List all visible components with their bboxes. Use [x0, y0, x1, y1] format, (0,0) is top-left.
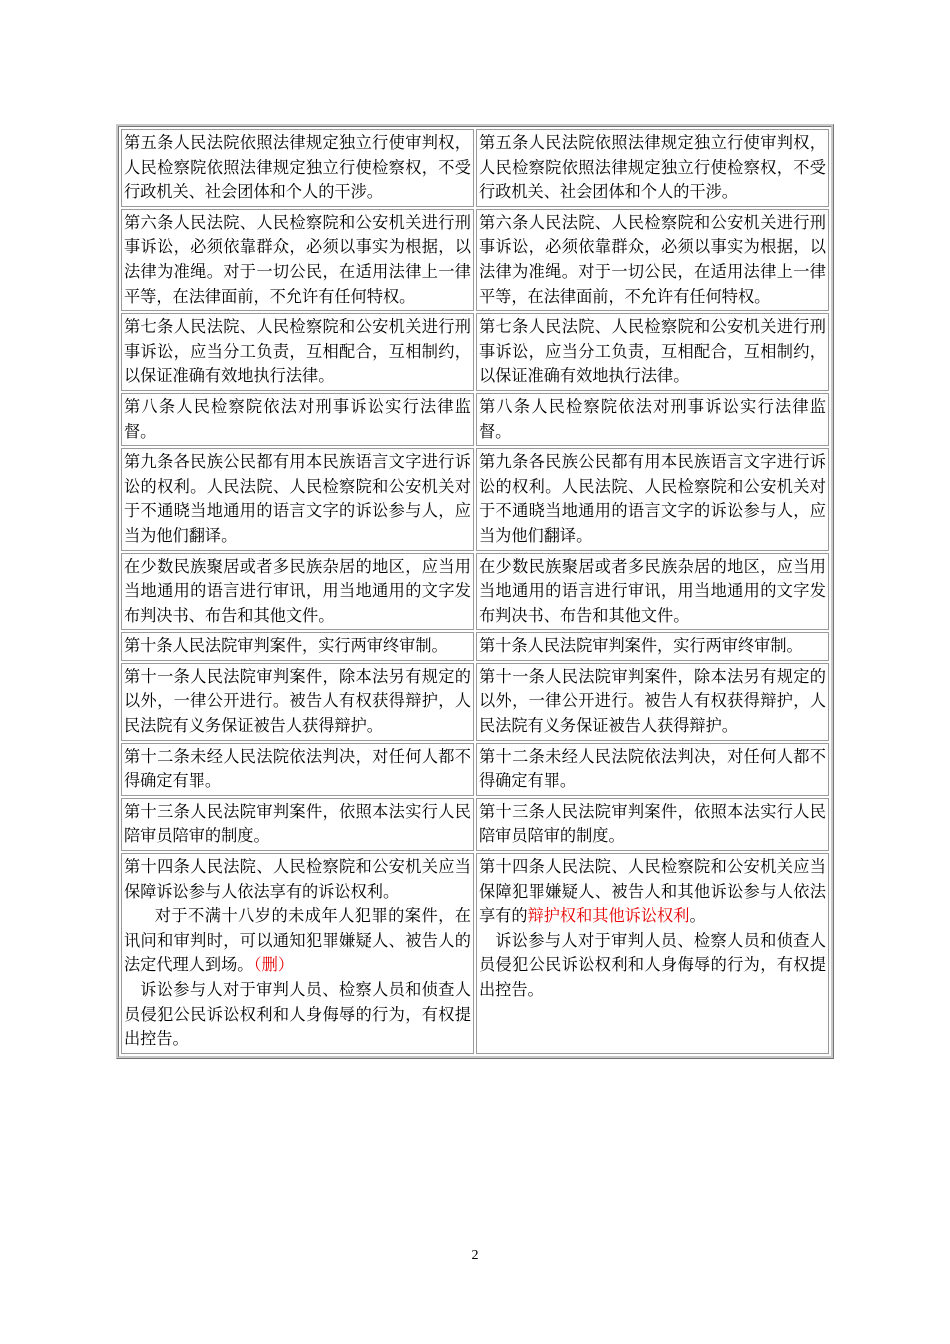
article-14-new-suffix: 。	[689, 906, 706, 926]
table-row	[121, 129, 829, 207]
old-text-cell: 第五条人民法院依照法律规定独立行使审判权，人民检察院依照法律规定独立行使检察权，不受行政机关、社会团体和个人的干涉。	[121, 129, 474, 207]
old-text-cell: 第九条各民族公民都有用本民族语言文字进行诉讼的权利。人民法院、人民检察院和公安机关对于不通晓当地通用的语言文字的诉讼参与人，应当为他们翻译。	[121, 448, 474, 550]
new-text-cell: 第六条人民法院、人民检察院和公安机关进行刑事诉讼，必须依靠群众，必须以事实为根据，以法律为准绳。对于一切公民，在适用法律上一律平等，在法律面前，不允许有任何特权。	[476, 209, 829, 311]
table-row	[121, 313, 829, 391]
table-row	[121, 853, 829, 1054]
table-row	[121, 209, 829, 311]
old-text-cell: 第八条人民检察院依法对刑事诉讼实行法律监督。	[121, 393, 474, 446]
table-row	[121, 663, 829, 741]
old-text-cell: 第十条人民法院审判案件，实行两审终审制。	[121, 632, 474, 661]
new-text-cell: 第十条人民法院审判案件，实行两审终审制。	[476, 632, 829, 661]
table-row	[121, 553, 829, 631]
old-text-cell: 第十二条未经人民法院依法判决，对任何人都不得确定有罪。	[121, 743, 474, 796]
deleted-mark: （删）	[253, 955, 294, 975]
page-number: 2	[471, 1248, 479, 1263]
added-text-highlight: 辩护权和其他诉讼权利	[527, 906, 690, 926]
new-text-cell: 在少数民族聚居或者多民族杂居的地区，应当用当地通用的语言进行审讯，用当地通用的文字发布判决书、布告和其他文件。	[476, 553, 829, 631]
article-14-new-para-2: 诉讼参与人对于审判人员、检察人员和侦查人员侵犯公民诉讼权利和人身侮辱的行为，有权提出控告。	[479, 930, 826, 999]
article-14-new-para-1	[479, 855, 826, 929]
new-text-cell: 第五条人民法院依照法律规定独立行使审判权，人民检察院依照法律规定独立行使检察权，不受行政机关、社会团体和个人的干涉。	[476, 129, 829, 207]
table-row	[121, 632, 829, 661]
new-text-cell: 第九条各民族公民都有用本民族语言文字进行诉讼的权利。人民法院、人民检察院和公安机关对于不通晓当地通用的语言文字的诉讼参与人，应当为他们翻译。	[476, 448, 829, 550]
old-text-cell: 第六条人民法院、人民检察院和公安机关进行刑事诉讼，必须依靠群众，必须以事实为根据，以法律为准绳。对于一切公民，在适用法律上一律平等，在法律面前，不允许有任何特权。	[121, 209, 474, 311]
article-14-old-para-1: 第十四条人民法院、人民检察院和公安机关应当保障诉讼参与人依法享有的诉讼权利。	[124, 857, 471, 901]
new-text-cell: 第七条人民法院、人民检察院和公安机关进行刑事诉讼，应当分工负责，互相配合，互相制约，以保证准确有效地执行法律。	[476, 313, 829, 391]
table-row	[121, 798, 829, 851]
new-text-cell: 第十三条人民法院审判案件，依照本法实行人民陪审员陪审的制度。	[476, 798, 829, 851]
new-text-cell: 第八条人民检察院依法对刑事诉讼实行法律监督。	[476, 393, 829, 446]
comparison-table	[116, 124, 834, 1059]
old-text-cell	[121, 853, 474, 1054]
table-row	[121, 448, 829, 550]
table-row	[121, 743, 829, 796]
old-text-cell: 第十一条人民法院审判案件，除本法另有规定的以外，一律公开进行。被告人有权获得辩护，人民法院有义务保证被告人获得辩护。	[121, 663, 474, 741]
old-text-cell: 第十三条人民法院审判案件，依照本法实行人民陪审员陪审的制度。	[121, 798, 474, 851]
new-text-cell: 第十二条未经人民法院依法判决，对任何人都不得确定有罪。	[476, 743, 829, 796]
article-14-old-para-2	[124, 904, 471, 978]
article-14-old-para-3: 诉讼参与人对于审判人员、检察人员和侦查人员侵犯公民诉讼权利和人身侮辱的行为，有权提出控告。	[124, 980, 471, 1049]
table-row	[121, 393, 829, 446]
article-14-new-prefix: 第十四条人民法院、人民检察院和公安机关应当保障犯罪嫌疑人、被告人和其他诉讼参与人依法享有的	[479, 857, 826, 926]
deleted-clause-text: 对于不满十八岁的未成年人犯罪的案件，在讯问和审判时，可以通知犯罪嫌疑人、被告人的法定代理人到场。	[124, 906, 471, 975]
new-text-cell	[476, 853, 829, 1054]
old-text-cell: 在少数民族聚居或者多民族杂居的地区，应当用当地通用的语言进行审讯，用当地通用的文字发布判决书、布告和其他文件。	[121, 553, 474, 631]
new-text-cell: 第十一条人民法院审判案件，除本法另有规定的以外，一律公开进行。被告人有权获得辩护，人民法院有义务保证被告人获得辩护。	[476, 663, 829, 741]
old-text-cell: 第七条人民法院、人民检察院和公安机关进行刑事诉讼，应当分工负责，互相配合，互相制约，以保证准确有效地执行法律。	[121, 313, 474, 391]
